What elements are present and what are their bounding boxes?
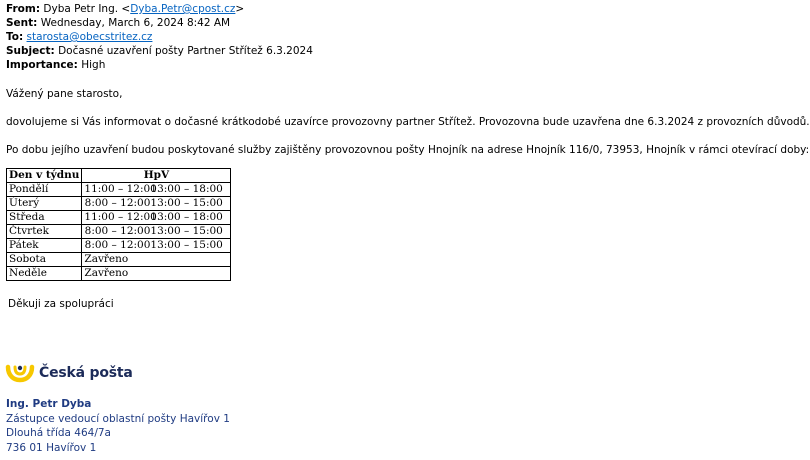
column-header-day: Den v týdnu [7,169,82,183]
post-horn-icon [6,364,34,382]
hours-afternoon: 13:00 – 15:00 [150,197,223,209]
subject-label: Subject: [6,45,55,57]
day-cell: Středa [7,211,82,225]
table-row [7,253,231,267]
paragraph-closure-notice: dovolujeme si Vás informovat o dočasné krátkodobé uzavírce provozovny partner Střítež. Provozovna bude uzavřena dne 6.3.2024 z provozních důvodů. [6,116,810,128]
signature-street: Dlouhá třída 464/7a [6,427,111,439]
ceska-posta-logo [6,364,133,382]
from-label: From: [6,3,41,15]
hours-cell [82,197,231,211]
day-cell: Úterý [7,197,82,211]
table-row [7,197,231,211]
hours-cell [82,225,231,239]
signature-city: 736 01 Havířov 1 [6,441,97,454]
hours-cell [82,239,231,253]
hours-afternoon: 13:00 – 15:00 [150,239,223,251]
table-row [7,211,231,225]
closed-cell: Zavřeno [82,253,231,267]
hours-morning: 8:00 – 12:00 [84,239,151,251]
from-row [6,2,313,16]
hours-morning: 11:00 – 12:00 [84,211,157,223]
table-row [7,183,231,197]
logo-text: Česká pošta [39,365,133,381]
subject-value: Dočasné uzavření pošty Partner Střítež 6.3.2024 [58,45,313,57]
subject-row [6,44,313,58]
day-cell: Čtvrtek [7,225,82,239]
to-label: To: [6,31,24,43]
hours-afternoon: 13:00 – 18:00 [150,183,223,195]
day-cell: Pátek [7,239,82,253]
importance-value: High [81,59,106,71]
from-email-link[interactable]: Dyba.Petr@cpost.cz [130,3,236,15]
greeting: Vážený pane starosto, [6,88,123,100]
paragraph-alternative-office: Po dobu jejího uzavření budou poskytované služby zajištěny provozovnou pošty Hnojník na adrese Hnojník 116/0, 73953, Hnojník v rámci otevírací doby: [6,144,810,156]
to-row [6,30,313,44]
from-close: > [235,3,245,15]
table-row [7,239,231,253]
day-cell: Pondělí [7,183,82,197]
to-email-link[interactable]: starosta@obecstritez.cz [26,31,153,43]
from-name: Dyba Petr Ing. < [43,3,131,15]
hours-cell [82,183,231,197]
thanks-text: Děkuji za spolupráci [8,298,114,310]
importance-label: Importance: [6,59,78,71]
hours-afternoon: 13:00 – 15:00 [150,225,223,237]
day-cell: Neděle [7,267,82,281]
sent-row [6,16,313,30]
signature-title: Zástupce vedoucí oblastní pošty Havířov 1 [6,412,230,425]
sent-label: Sent: [6,17,38,29]
importance-row [6,58,313,72]
hours-morning: 11:00 – 12:00 [84,183,157,195]
hours-afternoon: 13:00 – 18:00 [150,211,223,223]
table-row [7,225,231,239]
sent-value: Wednesday, March 6, 2024 8:42 AM [40,17,231,29]
table-header-row [7,169,231,183]
signature-block [6,397,230,455]
email-header [6,2,313,72]
closed-cell: Zavřeno [82,267,231,281]
day-cell: Sobota [7,253,82,267]
hours-morning: 8:00 – 12:00 [84,197,151,209]
table-row [7,267,231,281]
opening-hours-table [6,168,231,281]
signature-name: Ing. Petr Dyba [6,398,92,410]
hours-morning: 8:00 – 12:00 [84,225,151,237]
column-header-post: HpV [82,169,231,183]
hours-cell [82,211,231,225]
